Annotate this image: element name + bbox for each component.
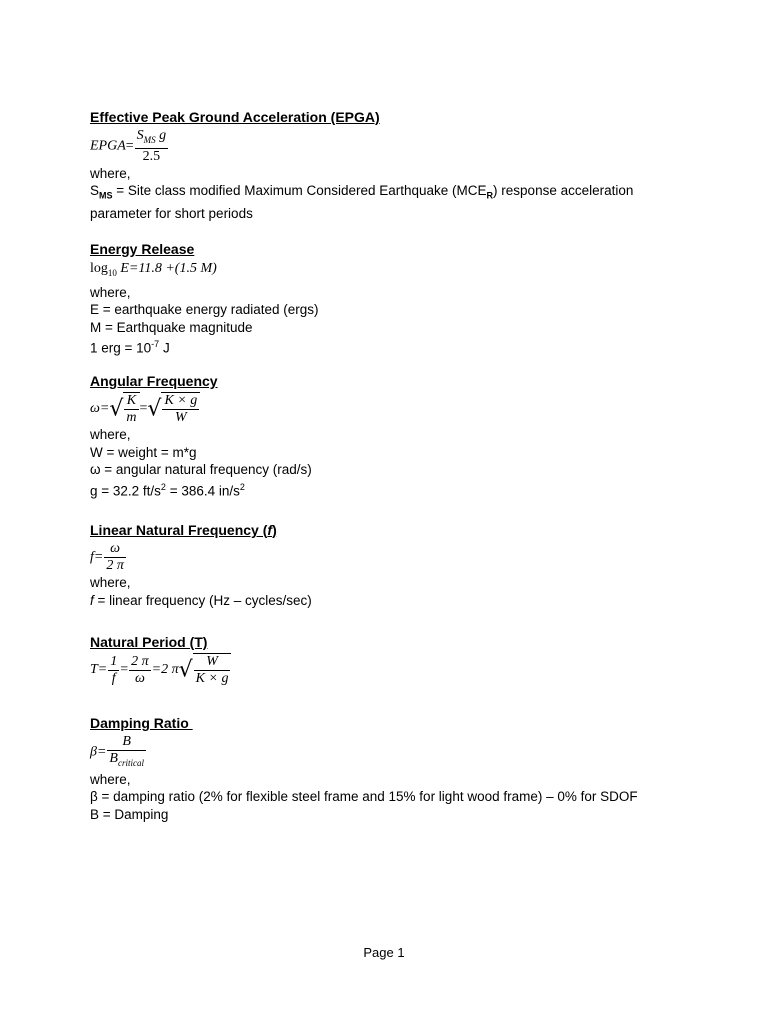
def-text: = Site class modified Maximum Considered Earthquake (MCE <box>112 183 487 199</box>
where-label: where, <box>90 284 131 300</box>
def-superscript: -7 <box>151 339 160 350</box>
where-label: where, <box>90 771 131 787</box>
def-text: J <box>159 340 170 356</box>
definition-line: M = Earthquake magnitude <box>90 319 253 335</box>
section-period <box>90 633 690 687</box>
where-label: where, <box>90 427 131 442</box>
formula-term: β= <box>90 744 107 760</box>
sqrt: √ $\frac{W}{K \times g}$ <box>179 653 232 687</box>
page-number: Page 1 <box>363 945 405 960</box>
fraction <box>135 128 169 165</box>
where-label: where, <box>90 575 131 590</box>
formula-term: S <box>136 128 144 143</box>
section-energy <box>90 240 690 357</box>
heading-energy: Energy Release <box>90 241 195 257</box>
formula-epga <box>90 128 690 165</box>
def-superscript: 2 <box>160 481 166 492</box>
def-symbol: S <box>90 183 100 199</box>
formula-term: = <box>125 138 134 154</box>
definition-line: W = weight = m*g <box>90 444 197 460</box>
fraction: $\frac{\omega}{2 \pi}$ <box>106 541 124 573</box>
formula-term: T= <box>90 662 108 678</box>
formula-term: log <box>90 261 108 276</box>
section-linear <box>90 521 690 609</box>
heading-angular: Angular Frequency <box>90 373 218 389</box>
formula-term: f= <box>90 549 104 565</box>
definition-line: β = damping ratio (2% for flexible steel frame and 15% for light wood frame) – 0% for SDOF <box>90 789 638 805</box>
formula-term: = <box>139 401 148 417</box>
section-epga <box>90 108 690 223</box>
formula-term: g <box>159 128 167 143</box>
def-subscript: R <box>486 190 494 201</box>
def-subscript: MS <box>99 190 113 201</box>
formula-angular <box>90 392 690 426</box>
formula-term: E=11.8 +(1.5 M) <box>120 261 217 276</box>
formula-damping <box>90 734 690 771</box>
sqrt: √ $\frac{K \times g}{W}$ <box>147 392 200 426</box>
heading-epga: Effective Peak Ground Acceleration (EPGA) <box>90 109 380 125</box>
fraction: $\frac{K \times g}{W}$ <box>164 393 198 425</box>
definition-g <box>90 479 690 500</box>
formula-term: EPGA <box>90 138 126 154</box>
formula-energy <box>90 258 690 284</box>
formula-term: ω= <box>90 401 110 417</box>
heading-damping: Damping Ratio <box>90 715 193 731</box>
definition-line: ω = angular natural frequency (rad/s) <box>90 462 312 477</box>
fraction: $\frac{K}{m}$ <box>126 393 137 425</box>
formula-term: 2.5 <box>142 148 161 164</box>
def-superscript: 2 <box>239 481 245 492</box>
formula-period <box>90 653 690 687</box>
definition-line: B = Damping <box>90 806 169 822</box>
definition-line: parameter for short periods <box>90 206 253 222</box>
section-damping <box>90 714 690 823</box>
fraction: $\frac{2 \pi}{\omega}$ <box>131 653 149 686</box>
formula-term: = <box>120 662 129 678</box>
where-label: where, <box>90 165 131 181</box>
formula-term: =2 π <box>151 662 179 678</box>
def-text: g = 32.2 ft/s <box>90 483 161 498</box>
formula-subscript: MS <box>143 134 156 145</box>
fraction: $\frac{W}{K \times g}$ <box>195 654 229 686</box>
sqrt: √ $\frac{K}{m}$ <box>109 392 139 426</box>
heading-linear: Linear Natural Frequency (f) <box>90 522 277 538</box>
definition-sms <box>90 182 690 205</box>
def-text: 1 erg = 10 <box>90 340 152 356</box>
heading-period: Natural Period (T) <box>90 634 208 650</box>
definition-f: f = linear frequency (Hz – cycles/sec) <box>90 592 312 608</box>
definition-erg <box>90 336 690 357</box>
def-text: = 386.4 in/s <box>165 483 240 498</box>
definition-line: E = earthquake energy radiated (ergs) <box>90 302 319 318</box>
formula-subscript: 10 <box>107 267 117 278</box>
section-angular <box>90 372 690 500</box>
fraction: $\frac{1}{f}$ <box>110 653 118 686</box>
fraction: $\frac{B}{B_{critical}}$ <box>109 734 144 768</box>
formula-linear <box>90 541 690 574</box>
def-text: ) response acceleration <box>493 183 634 199</box>
